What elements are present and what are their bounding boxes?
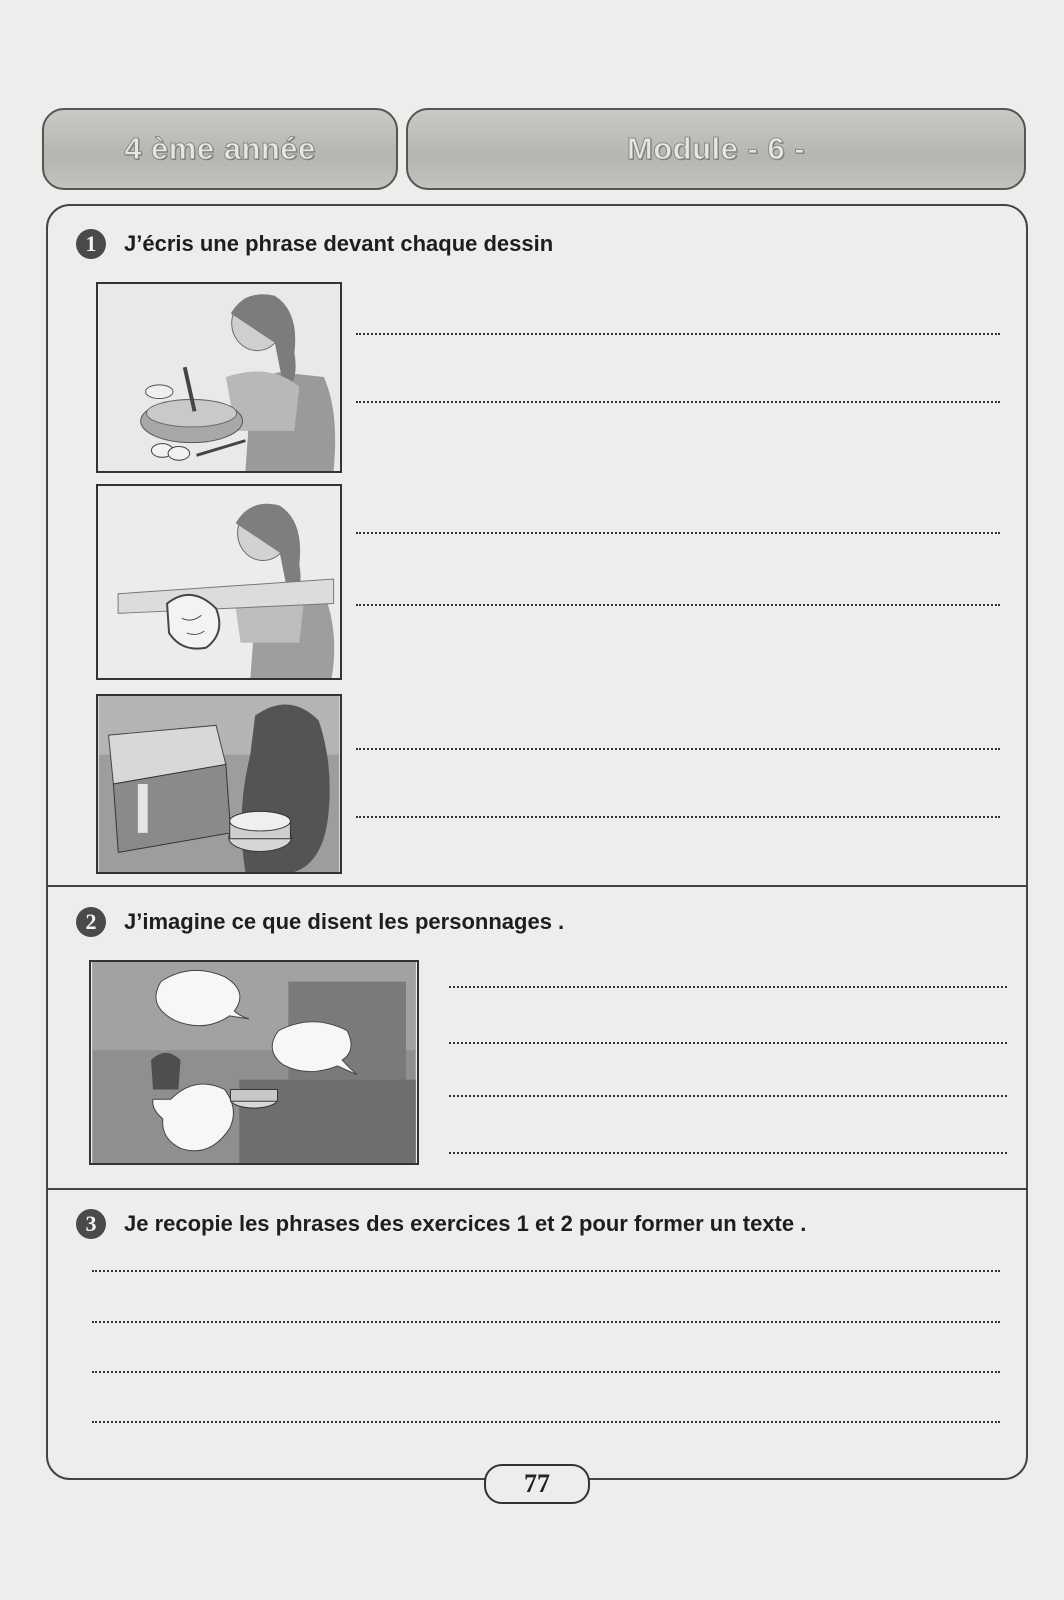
writing-line[interactable] [92,1421,1000,1423]
grade-header [42,108,398,190]
writing-line[interactable] [356,333,1000,335]
grade-label: 4 ème année [124,131,316,166]
writing-line[interactable] [356,532,1000,534]
exercise-3-number: 3 [76,1209,106,1239]
exercise-2-instruction: J’imagine ce que disent les personnages . [124,909,565,934]
writing-line[interactable] [449,986,1007,988]
exercise-2-number: 2 [76,907,106,937]
writing-line[interactable] [449,1095,1007,1097]
drawing-characters-speech-bubbles [89,960,419,1165]
module-label: Module - 6 - [626,131,806,166]
writing-line[interactable] [449,1042,1007,1044]
module-header [406,108,1026,190]
exercise-3-title [76,1209,806,1239]
exercise-3-instruction: Je recopie les phrases des exercices 1 et 2 pour former un texte . [124,1211,807,1236]
writing-line[interactable] [356,748,1000,750]
writing-line[interactable] [92,1321,1000,1323]
exercise-1-title [76,229,553,259]
writing-line[interactable] [356,604,1000,606]
writing-line[interactable] [92,1270,1000,1272]
exercise-1-number: 1 [76,229,106,259]
writing-line[interactable] [356,401,1000,403]
exercise-2-title [76,907,564,937]
exercise-1-instruction: J’écris une phrase devant chaque dessin [124,231,554,256]
writing-line[interactable] [356,816,1000,818]
section-divider [46,885,1028,887]
writing-line[interactable] [449,1152,1007,1154]
drawing-girl-kneading-dough [96,484,342,680]
drawing-girl-mixing-bowl [96,282,342,473]
writing-line[interactable] [92,1371,1000,1373]
section-divider [46,1188,1028,1190]
page-number: 77 [484,1464,590,1504]
drawing-girl-with-cake-and-oven [96,694,342,874]
